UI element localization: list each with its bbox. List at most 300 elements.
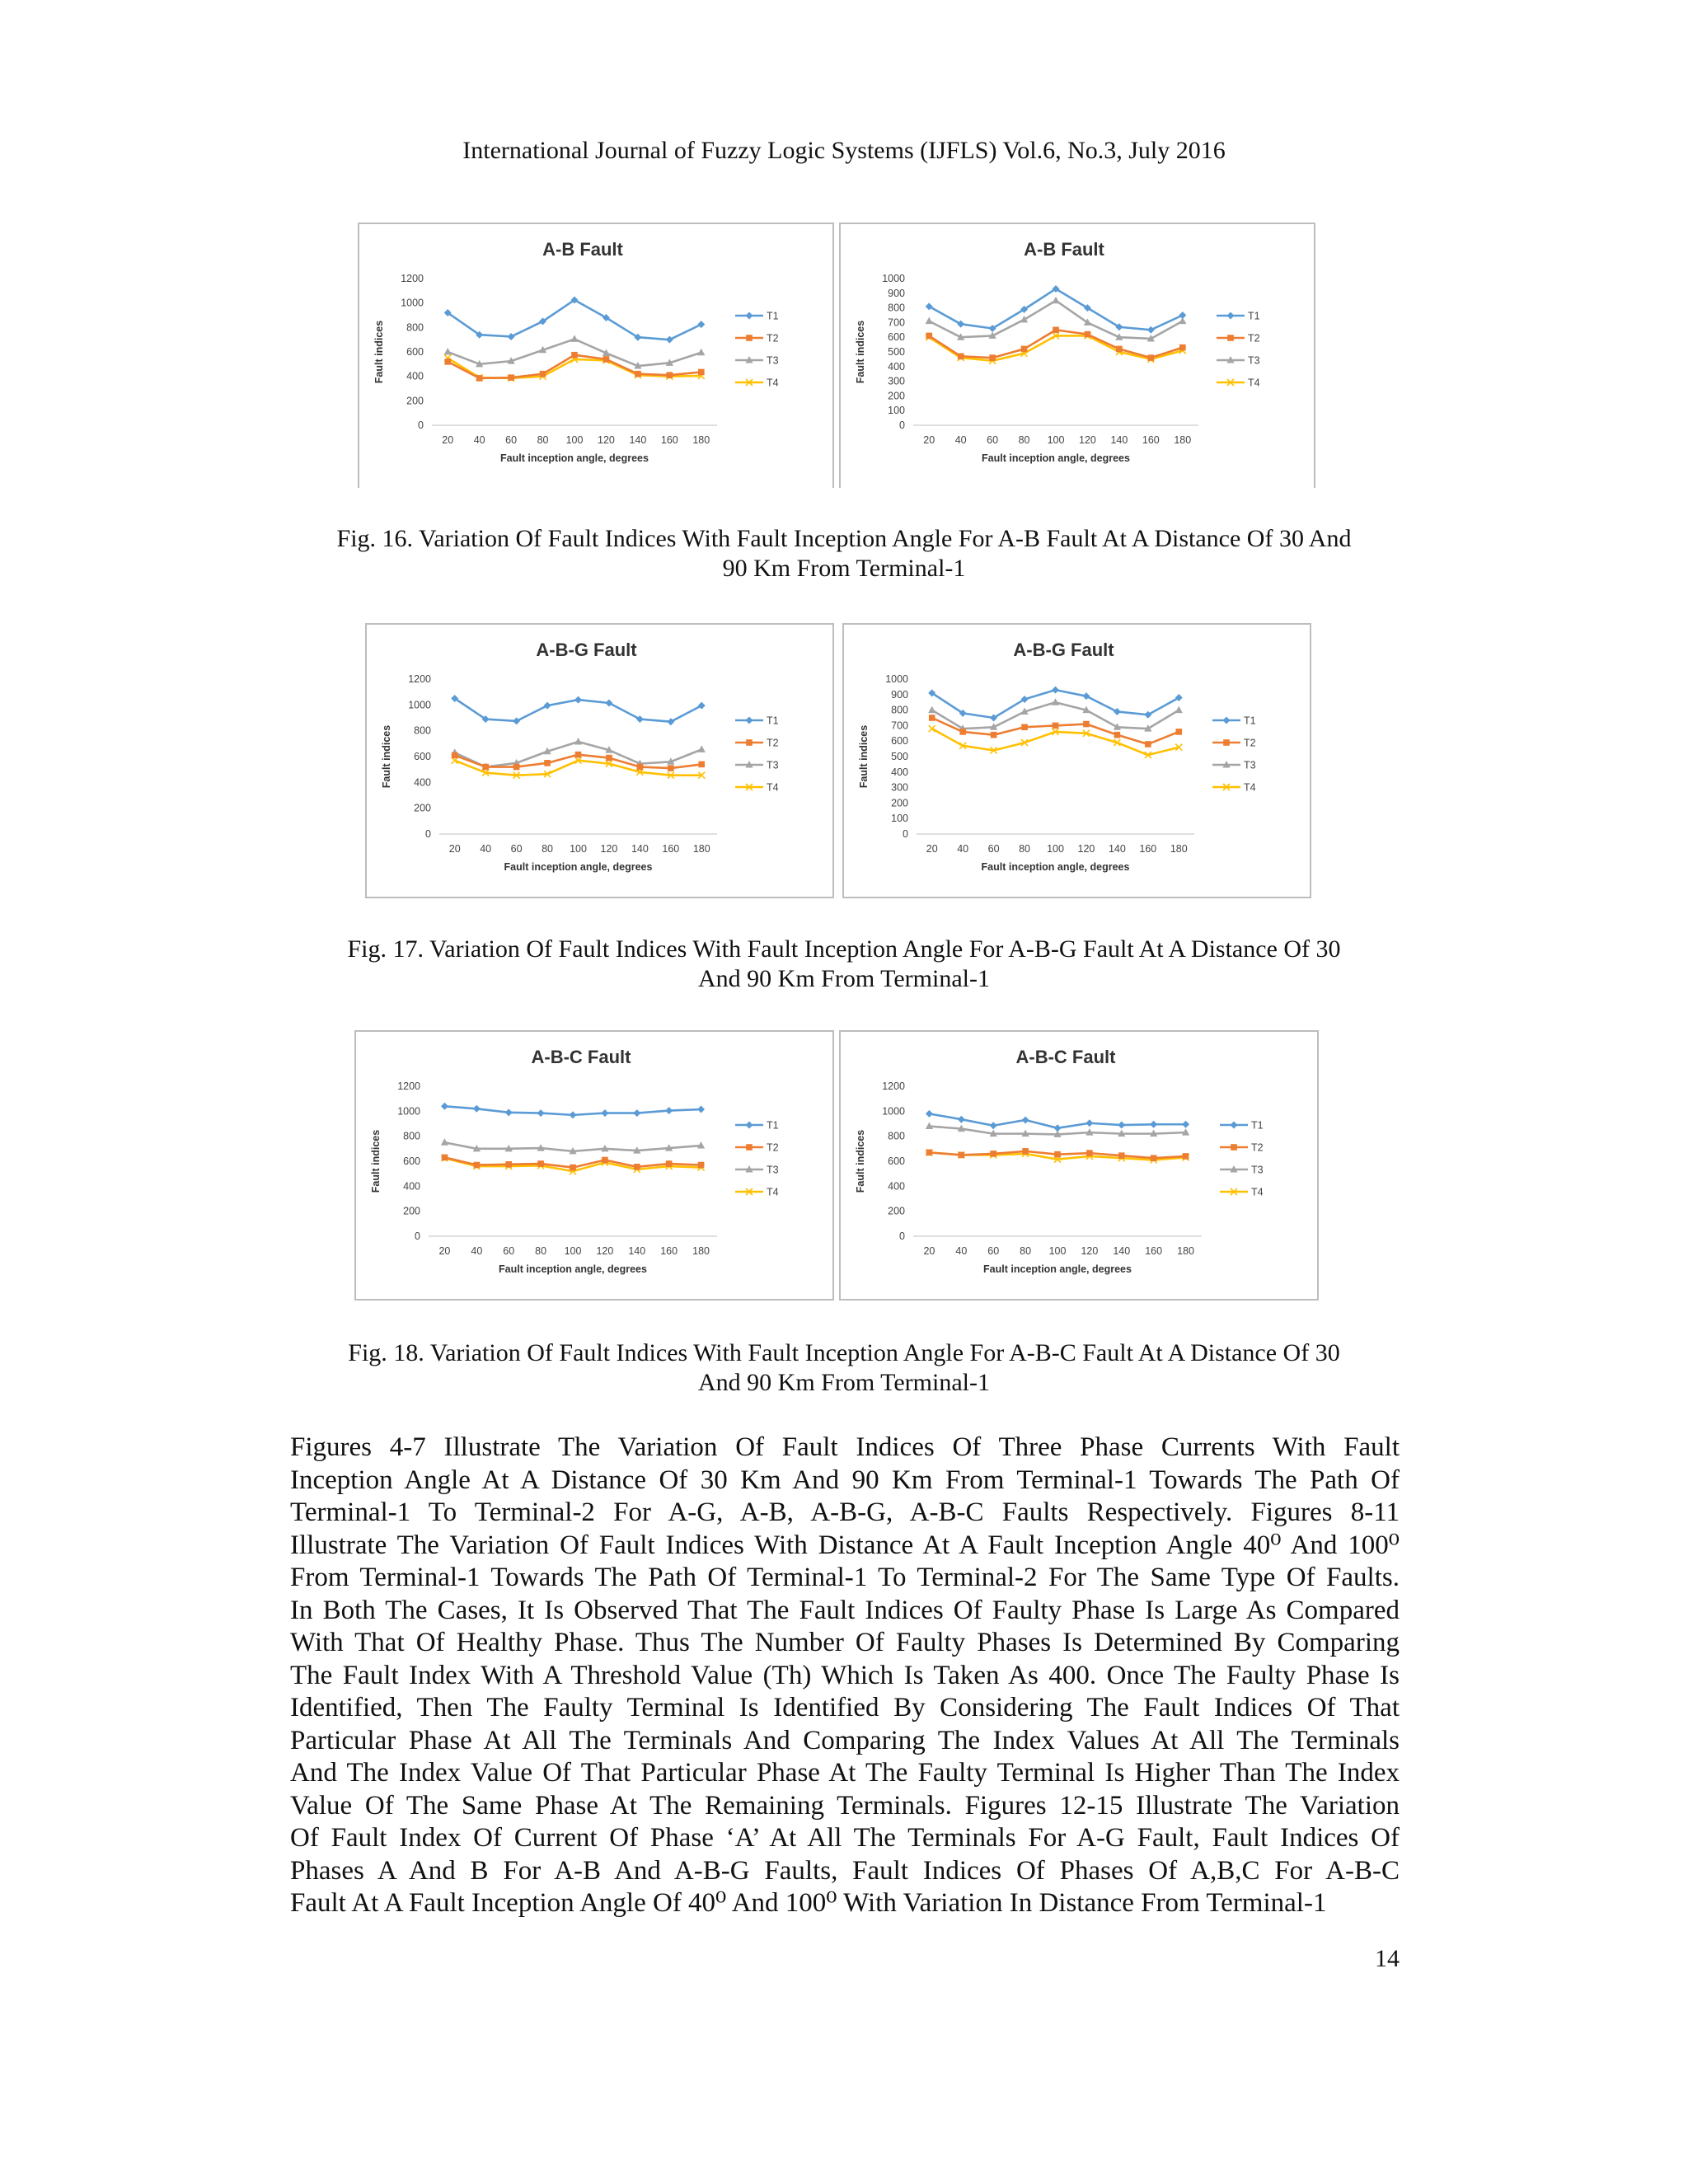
y-axis-label: Fault indices bbox=[370, 1129, 382, 1193]
legend-item-t2 bbox=[1220, 1142, 1264, 1154]
data-point bbox=[603, 356, 610, 363]
caption-fig17 bbox=[247, 935, 1441, 994]
data-point bbox=[697, 321, 705, 328]
data-point bbox=[1052, 687, 1059, 694]
x-tick-label: 180 bbox=[692, 434, 710, 446]
x-tick-label: 140 bbox=[628, 1245, 646, 1257]
data-point bbox=[1183, 1153, 1189, 1160]
data-point bbox=[1082, 692, 1090, 700]
data-point bbox=[601, 1109, 608, 1117]
x-axis-label: Fault inception angle, degrees bbox=[504, 861, 653, 873]
y-tick-label: 1200 bbox=[882, 1080, 905, 1092]
data-point bbox=[444, 359, 451, 365]
chart-title: A-B Fault bbox=[1024, 239, 1104, 260]
data-point bbox=[698, 762, 705, 768]
y-tick-label: 800 bbox=[888, 1130, 905, 1142]
y-tick-label: 600 bbox=[888, 1155, 905, 1167]
caption-fig16-line2: 90 Km From Terminal-1 bbox=[722, 555, 966, 582]
data-point bbox=[1175, 729, 1182, 735]
data-point bbox=[508, 374, 514, 381]
data-point bbox=[602, 1157, 608, 1164]
legend-label: T3 bbox=[1244, 759, 1256, 771]
caption-fig16 bbox=[247, 524, 1441, 583]
data-point bbox=[1022, 1116, 1029, 1123]
legend-item-t3 bbox=[735, 355, 779, 367]
x-tick-label: 120 bbox=[598, 434, 615, 446]
data-point bbox=[926, 1110, 933, 1118]
chart-abc-fault-90km bbox=[839, 1030, 1319, 1301]
x-tick-label: 40 bbox=[954, 434, 967, 446]
data-point bbox=[958, 1116, 965, 1123]
x-tick-label: 40 bbox=[471, 1245, 483, 1257]
y-tick-label: 1000 bbox=[885, 673, 908, 685]
y-axis-label: Fault indices bbox=[373, 320, 385, 384]
x-tick-label: 140 bbox=[629, 434, 647, 446]
data-point bbox=[1021, 724, 1028, 730]
x-tick-label: 140 bbox=[1113, 1245, 1131, 1257]
chart-svg bbox=[356, 1032, 832, 1299]
x-axis-label: Fault inception angle, degrees bbox=[981, 861, 1130, 873]
legend-item-t4 bbox=[735, 782, 779, 794]
x-tick-label: 60 bbox=[505, 434, 518, 446]
y-tick-label: 1200 bbox=[397, 1080, 420, 1092]
y-tick-label: 800 bbox=[891, 704, 908, 716]
y-tick-label: 400 bbox=[888, 360, 905, 373]
body-line: Phases A And B For A-B And A-B-G Faults, Fault Indices Of Phases Of A,B,C For A-B-C bbox=[290, 1855, 1400, 1886]
x-tick-label: 180 bbox=[1177, 1245, 1194, 1257]
data-point bbox=[513, 764, 520, 771]
y-tick-label: 0 bbox=[418, 419, 424, 431]
x-tick-label: 180 bbox=[692, 1245, 710, 1257]
x-tick-label: 60 bbox=[987, 434, 999, 446]
data-point bbox=[958, 354, 964, 360]
legend-label: T4 bbox=[1251, 1186, 1264, 1198]
data-point bbox=[697, 349, 705, 356]
data-point bbox=[505, 1108, 513, 1116]
chart-svg bbox=[844, 625, 1310, 897]
data-point bbox=[633, 1109, 640, 1117]
data-point bbox=[926, 1150, 933, 1156]
data-point bbox=[513, 717, 520, 724]
data-point bbox=[926, 333, 932, 340]
legend-item-t2 bbox=[1217, 333, 1260, 344]
y-tick-label: 500 bbox=[888, 346, 905, 358]
chart-svg bbox=[841, 224, 1314, 488]
chart-svg bbox=[367, 625, 832, 897]
data-point bbox=[1151, 1155, 1157, 1161]
data-point bbox=[571, 352, 578, 359]
data-point bbox=[929, 715, 935, 721]
legend-label: T4 bbox=[1248, 377, 1260, 389]
y-tick-label: 900 bbox=[891, 688, 908, 701]
chart-title: A-B-G Fault bbox=[1013, 640, 1114, 660]
legend-marker bbox=[746, 739, 753, 746]
x-tick-label: 80 bbox=[537, 434, 549, 446]
x-tick-label: 160 bbox=[662, 843, 680, 855]
body-line: Of Fault Index Of Current Of Phase ‘A’ At All The Terminals For A-G Fault, Fault Indices Of bbox=[290, 1823, 1400, 1853]
legend-label: T2 bbox=[767, 332, 779, 344]
y-axis-label: Fault indices bbox=[381, 724, 392, 789]
data-point bbox=[698, 702, 706, 710]
data-point bbox=[1053, 723, 1059, 729]
series-line bbox=[929, 288, 1183, 330]
data-point bbox=[1114, 708, 1121, 715]
y-tick-label: 400 bbox=[888, 1180, 905, 1193]
x-tick-label: 80 bbox=[542, 843, 554, 855]
x-tick-label: 80 bbox=[1018, 434, 1030, 446]
data-point bbox=[1085, 1119, 1093, 1127]
data-point bbox=[570, 335, 578, 342]
data-point bbox=[634, 1164, 640, 1170]
series-t1 bbox=[451, 695, 706, 725]
caption-fig16-line1: Fig. 16. Variation Of Fault Indices With Fault Inception Angle For A-B Fault At A Distance Of 30 And bbox=[336, 525, 1352, 552]
y-tick-label: 0 bbox=[425, 828, 431, 840]
x-tick-label: 160 bbox=[660, 1245, 678, 1257]
chart-title: A-B Fault bbox=[542, 239, 623, 260]
data-point bbox=[574, 738, 582, 745]
x-tick-label: 180 bbox=[692, 843, 710, 855]
data-point bbox=[990, 1122, 997, 1129]
data-point bbox=[452, 752, 458, 759]
legend-item-t1 bbox=[735, 1120, 779, 1132]
legend-item-t3 bbox=[1212, 760, 1256, 771]
legend-marker bbox=[746, 335, 753, 341]
legend-label: T4 bbox=[767, 377, 779, 389]
data-point bbox=[990, 1151, 996, 1157]
data-point bbox=[698, 369, 705, 376]
x-tick-label: 20 bbox=[442, 434, 454, 446]
data-point bbox=[1179, 312, 1186, 319]
x-tick-label: 140 bbox=[1108, 843, 1126, 855]
legend-item-t2 bbox=[735, 333, 779, 344]
data-point bbox=[991, 732, 997, 738]
data-point bbox=[1150, 1121, 1157, 1128]
data-point bbox=[635, 371, 641, 377]
x-tick-label: 40 bbox=[480, 843, 492, 855]
y-axis-label: Fault indices bbox=[858, 724, 870, 789]
y-tick-label: 200 bbox=[888, 1205, 905, 1217]
y-tick-label: 1200 bbox=[408, 673, 431, 685]
x-tick-label: 120 bbox=[1081, 1245, 1099, 1257]
legend-label: T2 bbox=[767, 737, 779, 749]
y-tick-label: 800 bbox=[406, 321, 424, 334]
y-tick-label: 100 bbox=[891, 813, 908, 825]
legend-label: T4 bbox=[767, 781, 779, 794]
y-tick-label: 500 bbox=[891, 751, 908, 762]
y-tick-label: 1000 bbox=[882, 273, 905, 284]
x-tick-label: 60 bbox=[503, 1245, 515, 1257]
legend-item-t4 bbox=[735, 1187, 779, 1198]
data-point bbox=[698, 1162, 705, 1169]
body-line: Value Of The Same Phase At The Remaining Terminals. Figures 12-15 Illustrate The Variation bbox=[290, 1790, 1400, 1821]
data-point bbox=[505, 1161, 512, 1168]
body-line: The Fault Index With A Threshold Value (Th) Which Is Taken As 400. Once The Faulty Phase Is bbox=[290, 1660, 1400, 1690]
body-line: Figures 4-7 Illustrate The Variation Of Fault Indices Of Three Phase Currents With Fault bbox=[290, 1432, 1400, 1462]
caption-fig18-line2: And 90 Km From Terminal-1 bbox=[698, 1369, 990, 1396]
series-t4 bbox=[929, 725, 1183, 758]
x-tick-label: 120 bbox=[600, 843, 618, 855]
data-point bbox=[1022, 1148, 1029, 1155]
series-t2 bbox=[442, 1155, 705, 1171]
legend-label: T1 bbox=[767, 310, 779, 322]
x-tick-label: 20 bbox=[923, 1245, 935, 1257]
legend-marker bbox=[1223, 739, 1230, 746]
legend-item-t2 bbox=[735, 1142, 779, 1154]
legend-marker bbox=[1227, 335, 1234, 341]
x-tick-label: 100 bbox=[570, 843, 587, 855]
data-point bbox=[1145, 741, 1151, 748]
legend-label: T2 bbox=[1244, 737, 1256, 749]
body-line: With That Of Healthy Phase. Thus The Number Of Faulty Phases Is Determined By Comparing bbox=[290, 1628, 1400, 1657]
x-tick-label: 160 bbox=[1139, 843, 1157, 855]
data-point bbox=[1054, 1124, 1062, 1132]
x-tick-label: 100 bbox=[564, 1245, 582, 1257]
data-point bbox=[928, 706, 935, 714]
chart-abg-fault-30km bbox=[365, 623, 834, 898]
y-tick-label: 200 bbox=[891, 797, 908, 809]
x-tick-label: 80 bbox=[1020, 1245, 1032, 1257]
data-point bbox=[570, 1111, 577, 1118]
x-tick-label: 140 bbox=[1110, 434, 1128, 446]
data-point bbox=[442, 1155, 448, 1161]
data-point bbox=[473, 1105, 481, 1113]
legend-label: T1 bbox=[1244, 715, 1256, 727]
x-tick-label: 40 bbox=[473, 434, 485, 446]
legend-item-t4 bbox=[1220, 1187, 1264, 1198]
data-point bbox=[1175, 706, 1183, 714]
y-tick-label: 0 bbox=[899, 1230, 905, 1242]
data-point bbox=[1179, 344, 1186, 351]
y-tick-label: 200 bbox=[406, 395, 424, 407]
legend-item-t1 bbox=[1212, 715, 1256, 727]
x-tick-label: 20 bbox=[926, 843, 938, 855]
caption-fig18-line1: Fig. 18. Variation Of Fault Indices With Fault Inception Angle For A-B-C Fault At A Distance Of 30 bbox=[348, 1339, 1340, 1366]
legend-marker bbox=[746, 717, 753, 724]
chart-title: A-B-G Fault bbox=[536, 640, 637, 660]
y-tick-label: 300 bbox=[891, 781, 908, 794]
x-tick-label: 20 bbox=[438, 1245, 451, 1257]
x-tick-label: 60 bbox=[987, 1245, 1000, 1257]
y-tick-label: 400 bbox=[406, 370, 424, 382]
data-point bbox=[1118, 1152, 1125, 1159]
chart-ab-fault-90km bbox=[839, 223, 1315, 488]
legend-label: T3 bbox=[767, 1164, 779, 1176]
data-point bbox=[482, 764, 489, 771]
legend-item-t4 bbox=[735, 377, 779, 389]
chart-abc-fault-30km bbox=[354, 1030, 834, 1301]
data-point bbox=[1116, 346, 1123, 353]
data-point bbox=[698, 745, 706, 752]
x-axis-label: Fault inception angle, degrees bbox=[982, 452, 1130, 464]
data-point bbox=[637, 764, 644, 771]
body-line: From Terminal-1 Towards The Path Of Terminal-1 To Terminal-2 For The Same Type Of Faults. bbox=[290, 1563, 1400, 1592]
data-point bbox=[1182, 1121, 1189, 1128]
data-point bbox=[926, 317, 933, 325]
x-tick-label: 120 bbox=[1077, 843, 1095, 855]
data-point bbox=[989, 354, 996, 361]
legend-label: T3 bbox=[767, 354, 779, 367]
x-tick-label: 120 bbox=[596, 1245, 614, 1257]
data-point bbox=[1083, 721, 1090, 728]
x-tick-label: 100 bbox=[1048, 1245, 1067, 1257]
series-t3 bbox=[441, 1138, 705, 1154]
data-point bbox=[929, 725, 935, 732]
y-tick-label: 200 bbox=[414, 802, 431, 814]
x-tick-label: 160 bbox=[1142, 434, 1160, 446]
caption-fig17-line2: And 90 Km From Terminal-1 bbox=[698, 965, 990, 992]
x-tick-label: 180 bbox=[1170, 843, 1188, 855]
x-tick-label: 160 bbox=[1145, 1245, 1163, 1257]
y-tick-label: 400 bbox=[403, 1180, 420, 1193]
legend-item-t3 bbox=[1217, 355, 1260, 367]
data-point bbox=[1147, 326, 1155, 334]
chart-abg-fault-90km bbox=[842, 623, 1311, 898]
data-point bbox=[441, 1138, 448, 1146]
data-point bbox=[574, 696, 582, 704]
y-tick-label: 800 bbox=[888, 302, 905, 314]
x-tick-label: 120 bbox=[1079, 434, 1096, 446]
legend-label: T1 bbox=[767, 715, 779, 727]
data-point bbox=[544, 702, 551, 710]
legend-label: T1 bbox=[767, 1119, 779, 1132]
legend-item-t3 bbox=[735, 1165, 779, 1176]
legend-label: T3 bbox=[1251, 1164, 1264, 1176]
data-point bbox=[636, 715, 644, 723]
y-axis-label: Fault indices bbox=[855, 320, 866, 384]
data-point bbox=[666, 1160, 673, 1167]
data-point bbox=[665, 1107, 673, 1114]
data-point bbox=[959, 729, 966, 735]
body-line: Illustrate The Variation Of Fault Indices With Distance At A Fault Inception Angle 40⁰ And 100⁰ bbox=[290, 1530, 1400, 1560]
y-tick-label: 1000 bbox=[397, 1105, 420, 1118]
legend-label: T3 bbox=[1248, 354, 1260, 367]
series-t1 bbox=[441, 1103, 705, 1119]
x-axis-label: Fault inception angle, degrees bbox=[983, 1263, 1132, 1275]
chart-title: A-B-C Fault bbox=[531, 1047, 631, 1067]
chart-svg bbox=[359, 224, 832, 488]
legend-item-t2 bbox=[1212, 738, 1256, 749]
data-point bbox=[1052, 297, 1059, 304]
data-point bbox=[476, 375, 483, 382]
body-line: Terminal-1 To Terminal-2 For A-G, A-B, A-B-G, A-B-C Faults Respectively. Figures 8-11 bbox=[290, 1497, 1400, 1527]
data-point bbox=[544, 760, 551, 766]
data-point bbox=[605, 699, 612, 706]
x-tick-label: 60 bbox=[510, 843, 523, 855]
caption-fig17-line1: Fig. 17. Variation Of Fault Indices With Fault Inception Angle For A-B-G Fault At A Distance Of 30 bbox=[347, 935, 1341, 963]
data-point bbox=[1052, 698, 1059, 705]
legend-marker bbox=[1231, 1144, 1237, 1151]
y-tick-label: 600 bbox=[406, 346, 424, 358]
x-tick-label: 160 bbox=[660, 434, 678, 446]
legend-item-t1 bbox=[1217, 311, 1260, 322]
data-point bbox=[540, 371, 546, 377]
legend-marker bbox=[746, 1122, 753, 1129]
data-point bbox=[1148, 354, 1155, 361]
chart-ab-fault-30km bbox=[358, 223, 834, 488]
x-tick-label: 20 bbox=[448, 843, 461, 855]
y-tick-label: 800 bbox=[414, 724, 431, 737]
data-point bbox=[441, 1103, 448, 1110]
data-point bbox=[606, 755, 612, 762]
data-point bbox=[1053, 327, 1059, 334]
data-point bbox=[667, 372, 673, 378]
data-point bbox=[537, 1109, 545, 1117]
legend-item-t3 bbox=[735, 760, 779, 771]
series-t1 bbox=[926, 285, 1187, 334]
y-tick-label: 400 bbox=[414, 776, 431, 789]
body-line: Inception Angle At A Distance Of 30 Km And 90 Km From Terminal-1 Towards The Path Of bbox=[290, 1465, 1400, 1495]
data-point bbox=[1086, 1150, 1093, 1156]
legend-item-t4 bbox=[1212, 782, 1256, 794]
x-tick-label: 80 bbox=[535, 1245, 547, 1257]
data-point bbox=[570, 1165, 576, 1171]
legend-marker bbox=[746, 1144, 753, 1151]
data-point bbox=[1085, 331, 1091, 338]
y-tick-label: 1200 bbox=[401, 273, 424, 284]
legend-label: T2 bbox=[767, 1141, 779, 1154]
data-point bbox=[959, 1152, 965, 1159]
page-number: 14 bbox=[1375, 1945, 1400, 1972]
body-line: Identified, Then The Faulty Terminal Is Identified By Considering The Fault Indices Of That bbox=[290, 1693, 1400, 1722]
y-tick-label: 800 bbox=[403, 1130, 420, 1142]
y-tick-label: 1000 bbox=[408, 699, 431, 711]
data-point bbox=[1114, 732, 1121, 738]
series-t2 bbox=[926, 327, 1185, 361]
y-axis-label: Fault indices bbox=[855, 1129, 866, 1193]
y-tick-label: 600 bbox=[403, 1155, 420, 1167]
y-tick-label: 0 bbox=[415, 1230, 420, 1242]
x-axis-label: Fault inception angle, degrees bbox=[500, 452, 649, 464]
caption-fig18 bbox=[247, 1338, 1441, 1398]
x-tick-label: 180 bbox=[1174, 434, 1192, 446]
data-point bbox=[444, 348, 452, 355]
data-point bbox=[1021, 346, 1028, 353]
chart-svg bbox=[841, 1032, 1317, 1299]
legend-marker bbox=[1227, 312, 1235, 320]
x-axis-label: Fault inception angle, degrees bbox=[499, 1263, 647, 1275]
y-tick-label: 600 bbox=[888, 331, 905, 344]
legend-label: T2 bbox=[1248, 332, 1260, 344]
body-line: And The Index Value Of That Particular Phase At The Faulty Terminal Is Higher Than The Index bbox=[290, 1758, 1400, 1788]
x-tick-label: 40 bbox=[955, 1245, 968, 1257]
legend-label: T4 bbox=[1244, 781, 1256, 794]
legend-item-t1 bbox=[735, 311, 779, 322]
x-tick-label: 40 bbox=[957, 843, 969, 855]
y-tick-label: 200 bbox=[888, 390, 905, 402]
data-point bbox=[508, 333, 515, 340]
series-line bbox=[929, 330, 1183, 358]
x-tick-label: 100 bbox=[1047, 434, 1065, 446]
y-tick-label: 600 bbox=[414, 751, 431, 762]
y-tick-label: 1000 bbox=[882, 1105, 905, 1118]
y-tick-label: 600 bbox=[891, 735, 908, 748]
x-tick-label: 20 bbox=[923, 434, 935, 446]
data-point bbox=[1054, 1151, 1061, 1158]
legend-label: T1 bbox=[1248, 310, 1260, 322]
legend-item-t1 bbox=[735, 715, 779, 727]
journal-header: International Journal of Fuzzy Logic Systems (IJFLS) Vol.6, No.3, July 2016 bbox=[462, 137, 1226, 164]
data-point bbox=[667, 718, 674, 725]
chart-title: A-B-C Fault bbox=[1015, 1047, 1116, 1067]
y-tick-label: 900 bbox=[888, 287, 905, 299]
legend-label: T1 bbox=[1251, 1119, 1264, 1132]
y-tick-label: 300 bbox=[888, 375, 905, 387]
legend-item-t3 bbox=[1220, 1165, 1264, 1176]
data-point bbox=[697, 1106, 705, 1113]
x-tick-label: 100 bbox=[565, 434, 584, 446]
y-tick-label: 700 bbox=[888, 316, 905, 329]
data-point bbox=[666, 336, 673, 344]
